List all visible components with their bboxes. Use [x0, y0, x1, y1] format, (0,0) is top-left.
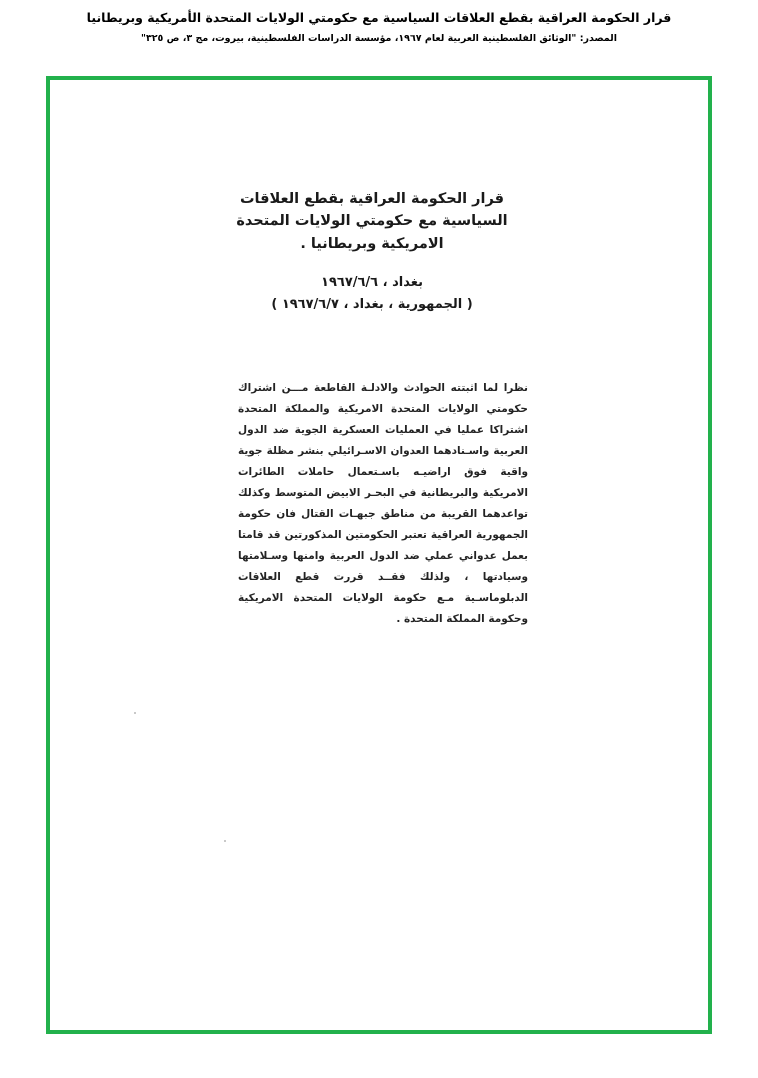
- scan-speck-icon: [134, 712, 136, 714]
- document-frame: [46, 76, 712, 1034]
- document-heading: قرار الحكومة العراقية بقطع العلاقات السياسية مع حكومتي الولايات المتحدة الامريكية وبريطانيا .: [236, 191, 508, 252]
- page-header: [0, 0, 758, 46]
- document-body: [238, 378, 528, 630]
- scan-speck-icon: [224, 840, 226, 842]
- dateline-place-date: بغداد ، ١٩٦٧/٦/٦: [321, 275, 423, 290]
- document-body-paragraph: نظرا لما اثبتته الحوادث والادلـة القاطعة مـــن اشتراك حكومتي الولايات المتحدة الامريكية والمملكة المتحدة اشتراكا عمليا في العمليات العسكرية الجوية ضد الدول العربية واسـنادهما العدوان الاسـرائيلي بنشر مظلة جوية واقية فوق اراضيـه باسـتعمال حاملات الطائرات الامريكية والبريطانية في البحـر الابيض المتوسط وكذلك تواعدهما القريبة من مناطق جبهـات القتال فان حكومة الجمهورية العراقية تعتبر الحكومتين المذكورتين قد قامتا بعمل عدواني عملي ضد الدول العربية وامنها وسـلامتها وسيادتها ، ولذلك فقــد قررت قطع العلاقات الدبلوماسـية مـع حكومة الولايات المتحدة الامريكية وحكومة المملكة المتحدة .: [238, 382, 528, 625]
- source-citation: المصدر: "الوثائق الفلسطينية العربية لعام ١٩٦٧، مؤسسة الدراسات الفلسطينية، بيروت، مج ٣، ص ٣٢٥": [140, 32, 618, 44]
- dateline-publication: ( الجمهورية ، بغداد ، ١٩٦٧/٦/٧ ): [271, 297, 473, 313]
- document-dateline: [222, 272, 522, 316]
- document-page: [50, 80, 708, 1030]
- page-title: قرار الحكومة العراقية بقطع العلاقات السياسية مع حكومتي الولايات المتحدة الأمريكية وبريطانيا: [86, 10, 672, 25]
